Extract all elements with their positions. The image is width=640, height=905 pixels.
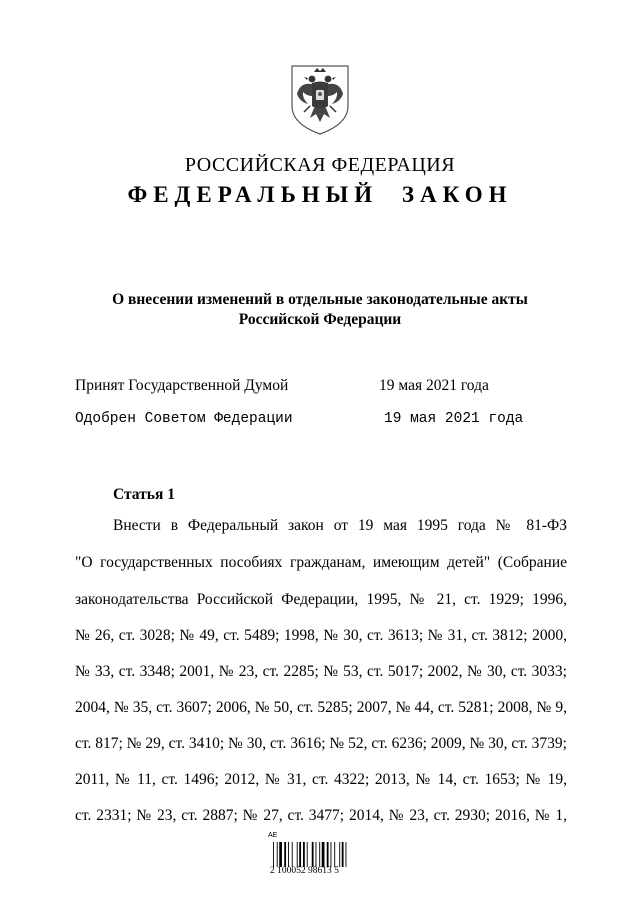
- body-line: "О государственных пособиях гражданам, имеющим детей" (Собрание: [75, 554, 567, 571]
- barcode-bar: [327, 842, 329, 867]
- barcode-mark: AE: [268, 832, 278, 839]
- body-line: № 26, ст. 3028; № 49, ст. 5489; 1998, № 30, ст. 3613; № 31, ст. 3812; 2000,: [75, 627, 567, 644]
- country-heading: РОССИЙСКАЯ ФЕДЕРАЦИЯ: [184, 154, 456, 176]
- barcode-bar: [292, 842, 293, 867]
- barcode-bar: [322, 842, 325, 867]
- barcode-bars: [273, 842, 378, 867]
- body-line: № 33, ст. 3348; 2001, № 23, ст. 2285; № 53, ст. 5017; 2002, № 30, ст. 3033;: [75, 663, 567, 680]
- barcode-bar: [288, 842, 289, 867]
- barcode-bar: [346, 842, 347, 867]
- barcode-bar: [284, 842, 286, 867]
- body-line: 2011, № 11, ст. 1496; 2012, № 31, ст. 4322; 2013, № 14, ст. 1653; № 19,: [75, 771, 567, 788]
- body-line: ст. 817; № 29, ст. 3410; № 30, ст. 3616; № 52, ст. 6236; 2009, № 30, ст. 3739;: [75, 735, 567, 752]
- article-heading: Статья 1: [113, 486, 175, 503]
- law-title-line-1: О внесении изменений в отдельные законодательные акты: [112, 291, 528, 308]
- duma-adoption-date: 19 мая 2021 года: [379, 377, 489, 394]
- barcode-number: 2 100052 98613 5: [270, 866, 339, 876]
- barcode-bar: [279, 842, 282, 867]
- body-line: законодательства Российской Федерации, 1995, № 21, ст. 1929; 1996,: [75, 591, 567, 608]
- barcode-bar: [319, 842, 320, 867]
- barcode-bar: [303, 842, 305, 867]
- barcode-bar: [307, 842, 308, 867]
- barcode-bar: [334, 842, 335, 867]
- barcode-bar: [273, 842, 274, 867]
- barcode-bar: [277, 842, 278, 867]
- barcode-bar: [342, 842, 344, 867]
- body-line: 2004, № 35, ст. 3607; 2006, № 50, ст. 5285; 2007, № 44, ст. 5281; 2008, № 9,: [75, 699, 567, 716]
- barcode-bar: [316, 842, 317, 867]
- body-line: ст. 2331; № 23, ст. 2887; № 27, ст. 3477; 2014, № 23, ст. 2930; 2016, № 1,: [75, 807, 567, 824]
- body-line: Внести в Федеральный закон от 19 мая 1995 года № 81-ФЗ: [113, 517, 567, 534]
- barcode-bar: [299, 842, 301, 867]
- barcode-bar: [297, 842, 298, 867]
- law-type-heading: ФЕДЕРАЛЬНЫЙ ЗАКОН: [127, 182, 513, 207]
- council-approval-date: 19 мая 2021 года: [384, 411, 524, 427]
- document-barcode: [268, 832, 388, 882]
- barcode-bar: [312, 842, 314, 867]
- council-approval-label: Одобрен Советом Федерации: [75, 411, 293, 427]
- law-title-line-2: Российской Федерации: [238, 311, 402, 328]
- law-title: [60, 290, 580, 330]
- barcode-bar: [331, 842, 332, 867]
- duma-adoption-label: Принят Государственной Думой: [75, 377, 289, 394]
- coat-of-arms-icon: [288, 62, 352, 136]
- barcode-bar: [339, 842, 340, 867]
